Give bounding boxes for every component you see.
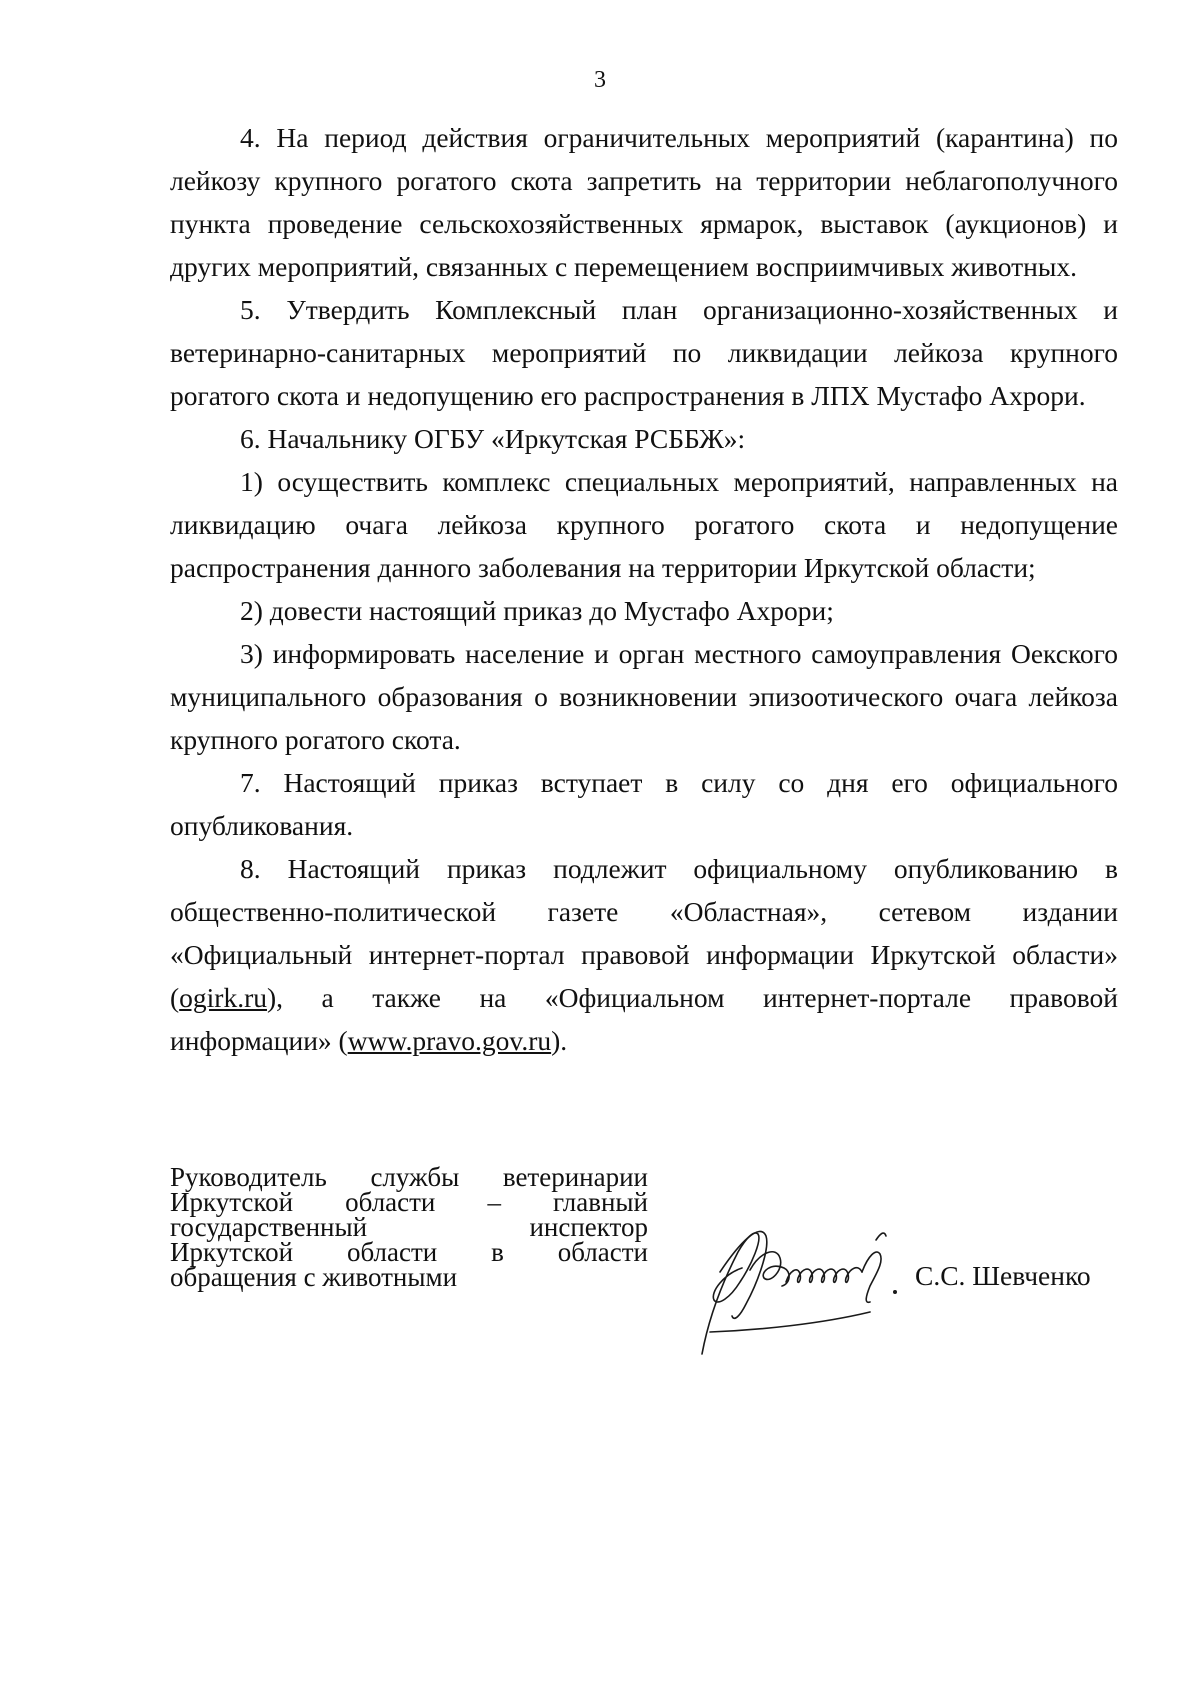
paragraph-8-text-c: информации» ( bbox=[170, 1025, 348, 1056]
signer-position-line-1: Руководитель службы ветеринарии bbox=[170, 1162, 648, 1192]
paragraph-6-item-2: 2) довести настоящий приказ до Мустафо Ахрори; bbox=[240, 595, 834, 626]
pravo-link[interactable]: www.pravo.gov.ru bbox=[347, 1025, 552, 1056]
handwritten-signature bbox=[680, 1212, 940, 1362]
paragraph-6: 6. Начальнику ОГБУ «Иркутская РСББЖ»: bbox=[240, 423, 746, 454]
signer-position-line-5: обращения с животными bbox=[170, 1262, 458, 1292]
paragraph-8 bbox=[170, 847, 1118, 1019]
signer-position-line-2: Иркутской области – главный bbox=[170, 1187, 648, 1217]
paragraph-4: 4. На период действия ограничительных мероприятий (карантина) по лейкозу крупного рогатого скота запретить на территории неблагополучного пункта проведение сельскохозяйственных ярмарок, выставок (аукционов) и других мероприятий, связанных с перемещением восприимчивых животных. bbox=[170, 122, 1118, 282]
paragraph-7: 7. Настоящий приказ вступает в силу со дня его официального опубликования. bbox=[170, 767, 1118, 841]
paragraph-6-item-1: 1) осуществить комплекс специальных мероприятий, направленных на ликвидацию очага лейкоза крупного рогатого скота и недопущение распространения данного заболевания на территории Иркутской области; bbox=[170, 466, 1118, 583]
paragraph-8-text-b: ), а также на «Официальном интернет-портале правовой bbox=[267, 982, 1118, 1013]
ogirk-link[interactable]: ogirk.ru bbox=[179, 982, 268, 1013]
paragraph-5: 5. Утвердить Комплексный план организационно-хозяйственных и ветеринарно-санитарных мероприятий по ликвидации лейкоза крупного рогатого скота и недопущению его распространения в ЛПХ Мустафо Ахрори. bbox=[170, 294, 1118, 411]
signer-position bbox=[170, 1162, 648, 1292]
signer-position-line-3: государственный инспектор bbox=[170, 1212, 648, 1242]
paragraph-8-end bbox=[170, 1019, 1118, 1062]
signer-name: С.С. Шевченко bbox=[915, 1260, 1091, 1291]
page-number: 3 bbox=[594, 67, 606, 93]
paragraph-8-text-d: ). bbox=[551, 1025, 568, 1056]
document-body bbox=[170, 116, 1118, 1062]
paragraph-6-item-3: 3) информировать население и орган местного самоуправления Оекского муниципального образования о возникновении эпизоотического очага лейкоза крупного рогатого скота. bbox=[170, 638, 1118, 755]
signer-position-line-4: Иркутской области в области bbox=[170, 1237, 648, 1267]
paragraph-8-text-a: 8. Настоящий приказ подлежит официальному опубликованию в общественно-политической газете «Областная», сетевом издании «Официальный интернет-портал правовой информации Иркутской области» ( bbox=[170, 853, 1118, 1013]
